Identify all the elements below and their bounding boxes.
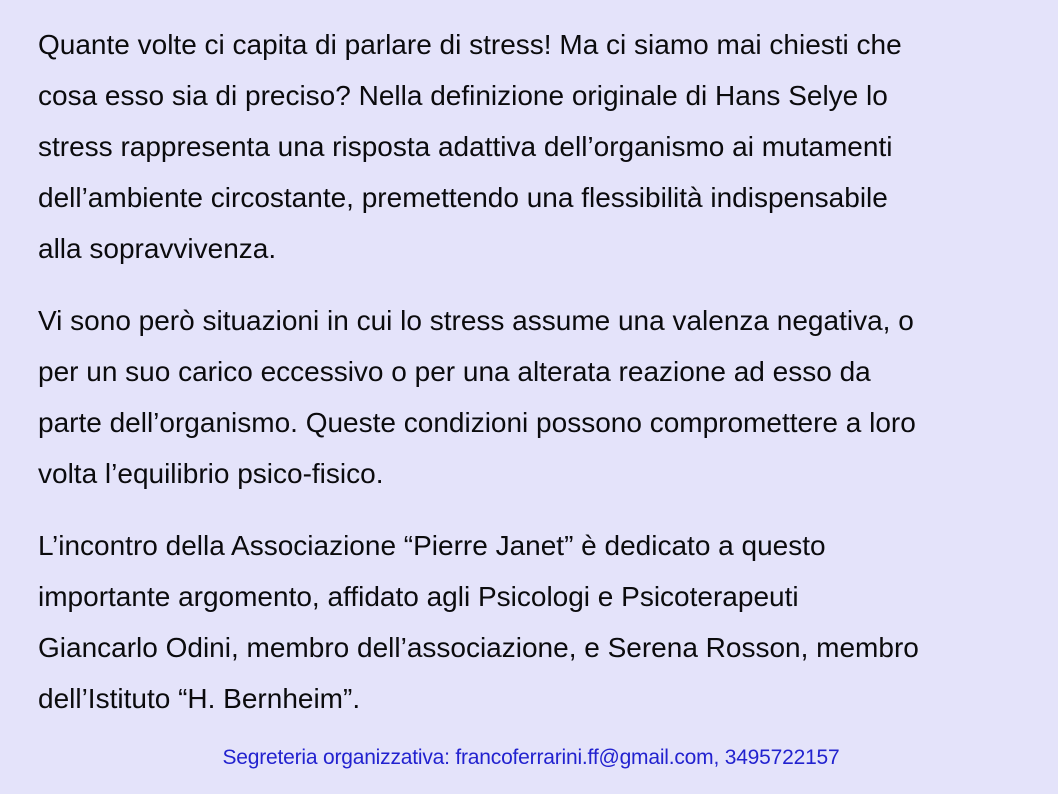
text-line: volta l’equilibrio psico-fisico. bbox=[38, 458, 384, 489]
text-line: Giancarlo Odini, membro dell’associazione, e Serena Rosson, membro bbox=[38, 632, 919, 663]
text-line: stress rappresenta una risposta adattiva dell’organismo ai mutamenti bbox=[38, 131, 893, 162]
text-line: L’incontro della Associazione “Pierre Janet” è dedicato a questo bbox=[38, 530, 826, 561]
text-line: per un suo carico eccessivo o per una alterata reazione ad esso da bbox=[38, 356, 871, 387]
paragraph-negative-stress bbox=[38, 295, 1024, 499]
paragraph-stress-definition bbox=[38, 19, 1024, 274]
text-line: alla sopravvivenza. bbox=[38, 233, 277, 264]
text-line: dell’ambiente circostante, premettendo una flessibilità indispensabile bbox=[38, 182, 888, 213]
text-line: cosa esso sia di preciso? Nella definizione originale di Hans Selye lo bbox=[38, 80, 888, 111]
text-line: dell’Istituto “H. Bernheim”. bbox=[38, 683, 361, 714]
text-line: importante argomento, affidato agli Psicologi e Psicoterapeuti bbox=[38, 581, 799, 612]
footer-contact: Segreteria organizzativa: francoferrarini.ff@gmail.com, 3495722157 bbox=[222, 746, 840, 769]
paragraph-event-announcement bbox=[38, 520, 1024, 724]
text-line: Quante volte ci capita di parlare di stress! Ma ci siamo mai chiesti che bbox=[38, 29, 902, 60]
text-line: parte dell’organismo. Queste condizioni possono compromettere a loro bbox=[38, 407, 916, 438]
text-line: Vi sono però situazioni in cui lo stress assume una valenza negativa, o bbox=[38, 305, 914, 336]
